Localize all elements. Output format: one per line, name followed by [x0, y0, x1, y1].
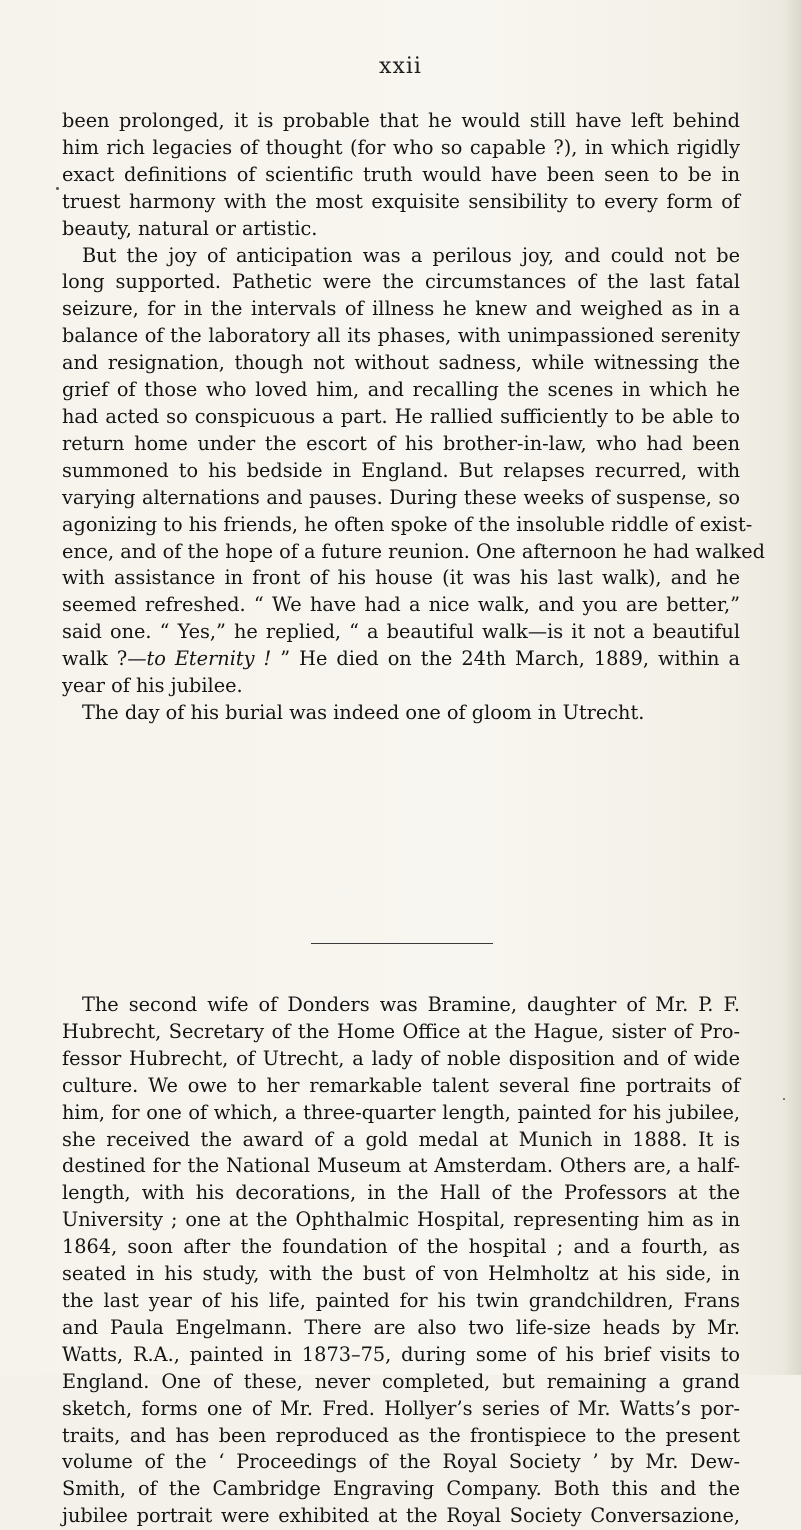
text-line: him, for one of which, a three-quarter length, painted for his jubilee,	[62, 1100, 740, 1124]
text-line: volume of the ‘ Proceedings of the Royal Society ’ by Mr. Dew-	[62, 1450, 740, 1474]
text-line: grief of those who loved him, and recalling the scenes in which he	[62, 378, 740, 402]
text-line: The second wife of Donders was Bramine, daughter of Mr. P. F.	[82, 993, 740, 1016]
text-line: and Paula Engelmann. There are also two life-size heads by Mr.	[62, 1315, 740, 1339]
text-line: Watts, R.A., painted in 1873–75, during some of his brief visits to	[62, 1342, 740, 1366]
text-line: she received the award of a gold medal at Munich in 1888. It is	[62, 1127, 740, 1151]
text-line: England. One of these, never completed, but remaining a grand	[62, 1369, 740, 1393]
text-line: him rich legacies of thought (for who so capable ?), in which rigidly	[62, 135, 740, 159]
text-line: truest harmony with the most exquisite sensibility to every form of	[62, 189, 740, 213]
text-line: agonizing to his friends, he often spoke of the insoluble riddle of exist-	[62, 512, 753, 536]
text-line: seemed refreshed. “ We have had a nice walk, and you are better,”	[62, 593, 740, 617]
page-edge-shadow	[783, 0, 801, 1375]
text-line: and resignation, though not without sadness, while witnessing the	[62, 351, 740, 375]
text-line: culture. We owe to her remarkable talent several fine portraits of	[62, 1073, 740, 1097]
text-line: beauty, natural or artistic.	[62, 216, 318, 240]
text-line: seizure, for in the intervals of illness he knew and weighed as in a	[62, 297, 740, 321]
text-line: return home under the escort of his brother-in-law, who had been	[62, 431, 740, 455]
text-line: But the joy of anticipation was a perilous joy, and could not be	[82, 243, 740, 267]
text-line: long supported. Pathetic were the circumstances of the last fatal	[62, 270, 740, 294]
text-line: said one. “ Yes,” he replied, “ a beautiful walk—is it not a beautiful	[62, 620, 740, 644]
italic-phrase: to Eternity !	[146, 647, 272, 671]
text-fragment: ” He died on the 24th March, 1889, within a	[271, 647, 740, 671]
text-line: seated in his study, with the bust of von Helmholtz at his side, in	[62, 1262, 740, 1286]
text-line: ence, and of the hope of a future reunion. One afternoon he had walked	[62, 539, 765, 563]
text-line: with assistance in front of his house (it was his last walk), and he	[62, 566, 740, 590]
print-speck	[783, 1098, 785, 1100]
text-line: length, with his decorations, in the Hall of the Professors at the	[62, 1181, 740, 1205]
text-line: sketch, forms one of Mr. Fred. Hollyer’s series of Mr. Watts’s por-	[62, 1396, 740, 1420]
text-line: destined for the National Museum at Amsterdam. Others are, a half-	[62, 1154, 740, 1178]
text-fragment: walk ?—	[62, 647, 147, 671]
text-line: jubilee portrait were exhibited at the Royal Society Conversazione,	[62, 1504, 740, 1528]
text-line: varying alternations and pauses. During these weeks of suspense, so	[62, 485, 740, 509]
text-line: The day of his burial was indeed one of gloom in Utrecht.	[82, 700, 645, 724]
text-line: fessor Hubrecht, of Utrecht, a lady of noble disposition and of wide	[62, 1046, 740, 1070]
text-line: been prolonged, it is probable that he would still have left behind	[62, 109, 740, 132]
print-speck	[56, 187, 59, 190]
text-line: the last year of his life, painted for his twin grandchildren, Frans	[62, 1288, 740, 1312]
text-line-with-italic	[62, 646, 740, 673]
text-line: Hubrecht, Secretary of the Home Office at the Hague, sister of Pro-	[62, 1019, 740, 1043]
text-line: traits, and has been reproduced as the frontispiece to the present	[62, 1423, 740, 1447]
text-line: balance of the laboratory all its phases, with unimpassioned serenity	[62, 324, 740, 348]
text-line: had acted so conspicuous a part. He rallied sufficiently to be able to	[62, 404, 740, 428]
text-line: year of his jubilee.	[62, 674, 243, 698]
section-divider	[311, 943, 493, 944]
text-line: Smith, of the Cambridge Engraving Company. Both this and the	[62, 1477, 740, 1501]
text-line: summoned to his bedside in England. But relapses recurred, with	[62, 458, 740, 482]
upper-text-block	[62, 108, 765, 727]
lower-text-block	[62, 992, 740, 1530]
text-line: 1864, soon after the foundation of the hospital ; and a fourth, as	[62, 1235, 740, 1259]
page-number: xxii	[379, 54, 422, 79]
text-line: University ; one at the Ophthalmic Hospital, representing him as in	[62, 1208, 740, 1232]
text-line: exact definitions of scientific truth would have been seen to be in	[62, 162, 740, 186]
